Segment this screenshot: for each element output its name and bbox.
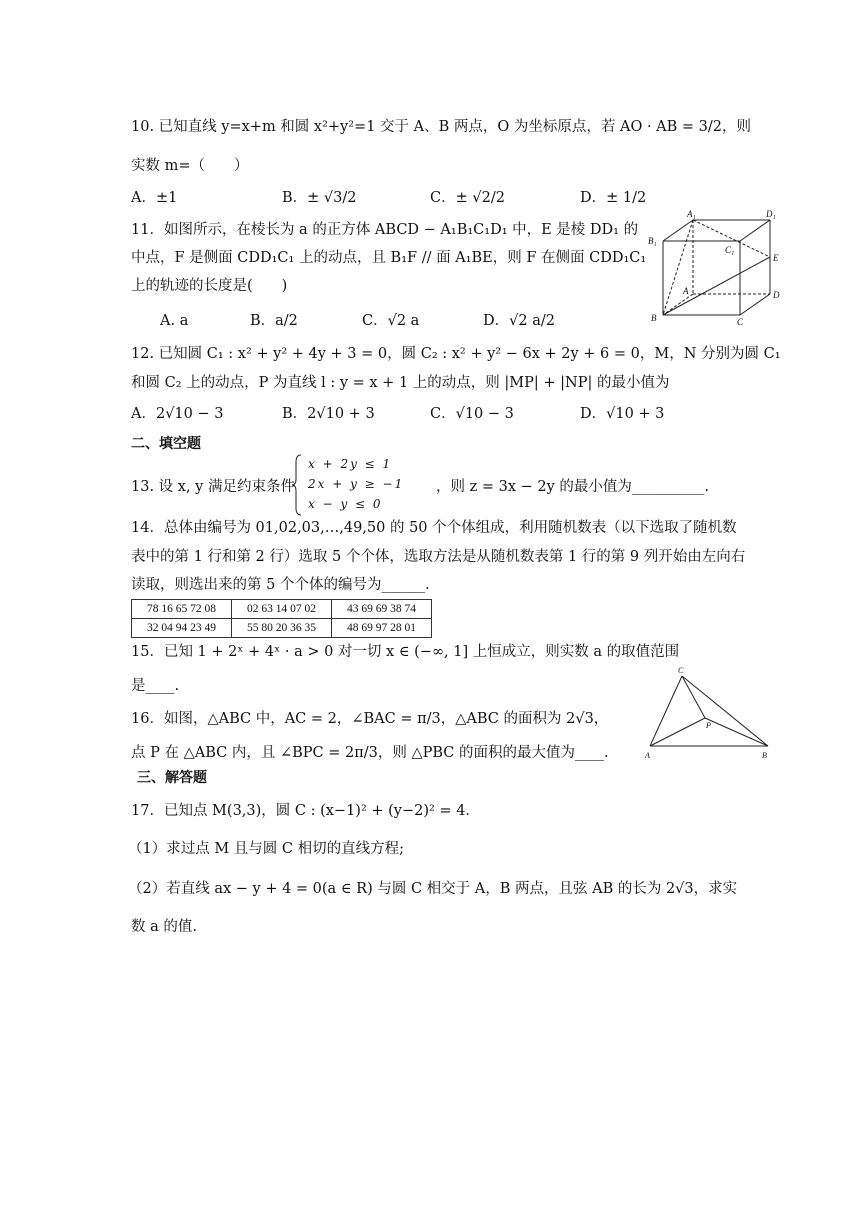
q11-line2: 中点，F 是侧面 CDD₁C₁ 上的动点，且 B₁F // 面 A₁BE，则 F 在侧面 CDD₁C₁ — [131, 250, 647, 266]
q17-line1: 17．已知点 M(3,3)，圆 C : (x−1)² + (y−2)² = 4． — [131, 803, 480, 819]
q11-line1: 11．如图所示，在棱长为 a 的正方体 ABCD − A₁B₁C₁D₁ 中，E 是棱 DD₁ 的 — [131, 222, 639, 238]
q14-line3: 读取，则选出来的第 5 个个体的编号为______. — [131, 577, 430, 593]
q16-line1: 16．如图，△ABC 中，AC = 2，∠BAC = π/3，△ABC 的面积为 2√3， — [131, 711, 609, 727]
q15-line1: 15．已知 1 + 2ˣ + 4ˣ · a > 0 对一切 x ∈ (−∞, 1] 上恒成立，则实数 a 的取值范围 — [131, 644, 680, 660]
cube-label-d1: D₁ — [766, 209, 776, 219]
cube-label-d: D — [773, 290, 780, 300]
table-cell: 55 80 20 36 35 — [232, 619, 332, 638]
triangle-label-p: P — [706, 721, 711, 730]
cube-label-c1: C₁ — [725, 245, 735, 255]
cube-label-a1: A₁ — [687, 209, 696, 219]
q14-line1: 14．总体由编号为 01,02,03,…,49,50 的 50 个个体组成，利用随机数表（以下选取了随机数 — [131, 520, 737, 536]
q17-part1: （1）求过点 M 且与圆 C 相切的直线方程; — [128, 841, 404, 857]
cube-label-b1: B₁ — [648, 236, 657, 246]
q11-option-d: D．√2 a/2 — [483, 313, 555, 329]
q10-line1: 10. 已知直线 y=x+m 和圆 x²+y²=1 交于 A、B 两点，O 为坐标原点，若 AO · AB = 3/2，则 — [131, 119, 752, 135]
q12-line1: 12. 已知圆 C₁ : x² + y² + 4y + 3 = 0，圆 C₂ : x² + y² − 6x + 2y + 6 = 0，M，N 分别为圆 C₁ — [131, 346, 781, 362]
q12-option-d: D．√10 + 3 — [580, 406, 665, 422]
q10-option-b: B．± √3/2 — [282, 190, 357, 206]
section-fill-in-heading: 二、填空题 — [131, 436, 201, 452]
q14-line2: 表中的第 1 行和第 2 行）选取 5 个个体，选取方法是从随机数表第 1 行的第 9 列开始由左向右 — [131, 549, 746, 565]
q10-option-c: C．± √2/2 — [430, 190, 505, 206]
q13-constraint-1: x + 2y ≤ 1 — [308, 457, 393, 471]
cube-figure — [645, 208, 785, 330]
table-cell: 48 69 97 28 01 — [332, 619, 432, 638]
section-solutions-heading: 三、解答题 — [137, 770, 207, 786]
random-number-table — [131, 599, 432, 638]
q10-option-a: A．±1 — [131, 190, 178, 206]
q17-part3: 数 a 的值. — [131, 919, 197, 935]
table-cell: 43 69 69 38 74 — [332, 600, 432, 619]
q11-option-b: B．a/2 — [250, 313, 298, 329]
q12-option-c: C．√10 − 3 — [430, 406, 514, 422]
triangle-figure — [640, 664, 780, 764]
q15-line2: 是____. — [131, 678, 180, 694]
q13-prefix: 13. 设 x, y 满足约束条件 — [131, 479, 295, 495]
q13-brace — [292, 454, 302, 516]
q11-option-c: C．√2 a — [362, 313, 420, 329]
q11-option-a: A. a — [160, 313, 189, 329]
q13-constraint-3: x − y ≤ 0 — [308, 497, 383, 511]
cube-label-a: A — [683, 286, 689, 296]
q16-line2: 点 P 在 △ABC 内，且 ∠BPC = 2π/3，则 △PBC 的面积的最大值为____. — [131, 745, 609, 761]
q17-part2: （2）若直线 ax − y + 4 = 0(a ∈ R) 与圆 C 相交于 A，B 两点，且弦 AB 的长为 2√3，求实 — [128, 881, 738, 897]
cube-label-b: B — [651, 313, 657, 323]
table-row — [132, 600, 432, 619]
triangle-label-b: B — [762, 751, 767, 760]
table-cell: 32 04 94 23 49 — [132, 619, 232, 638]
q10-line2: 实数 m=（ ） — [131, 158, 249, 174]
cube-label-e: E — [773, 253, 779, 263]
triangle-label-a: A — [645, 751, 650, 760]
q12-option-a: A．2√10 − 3 — [131, 406, 224, 422]
table-row — [132, 619, 432, 638]
table-cell: 78 16 65 72 08 — [132, 600, 232, 619]
triangle-label-c: C — [678, 666, 684, 675]
table-cell: 02 63 14 07 02 — [232, 600, 332, 619]
q13-constraint-2: 2x + y ≥ −1 — [308, 477, 405, 491]
cube-label-c: C — [737, 317, 744, 327]
q11-line3: 上的轨迹的长度是( ) — [131, 278, 288, 294]
q10-option-d: D．± 1/2 — [580, 190, 647, 206]
q12-line2: 和圆 C₂ 上的动点，P 为直线 l : y = x + 1 上的动点，则 |MP| + |NP| 的最小值为 — [131, 375, 670, 391]
q13-suffix: ，则 z = 3x − 2y 的最小值为__________. — [436, 479, 710, 495]
q12-option-b: B．2√10 + 3 — [282, 406, 375, 422]
